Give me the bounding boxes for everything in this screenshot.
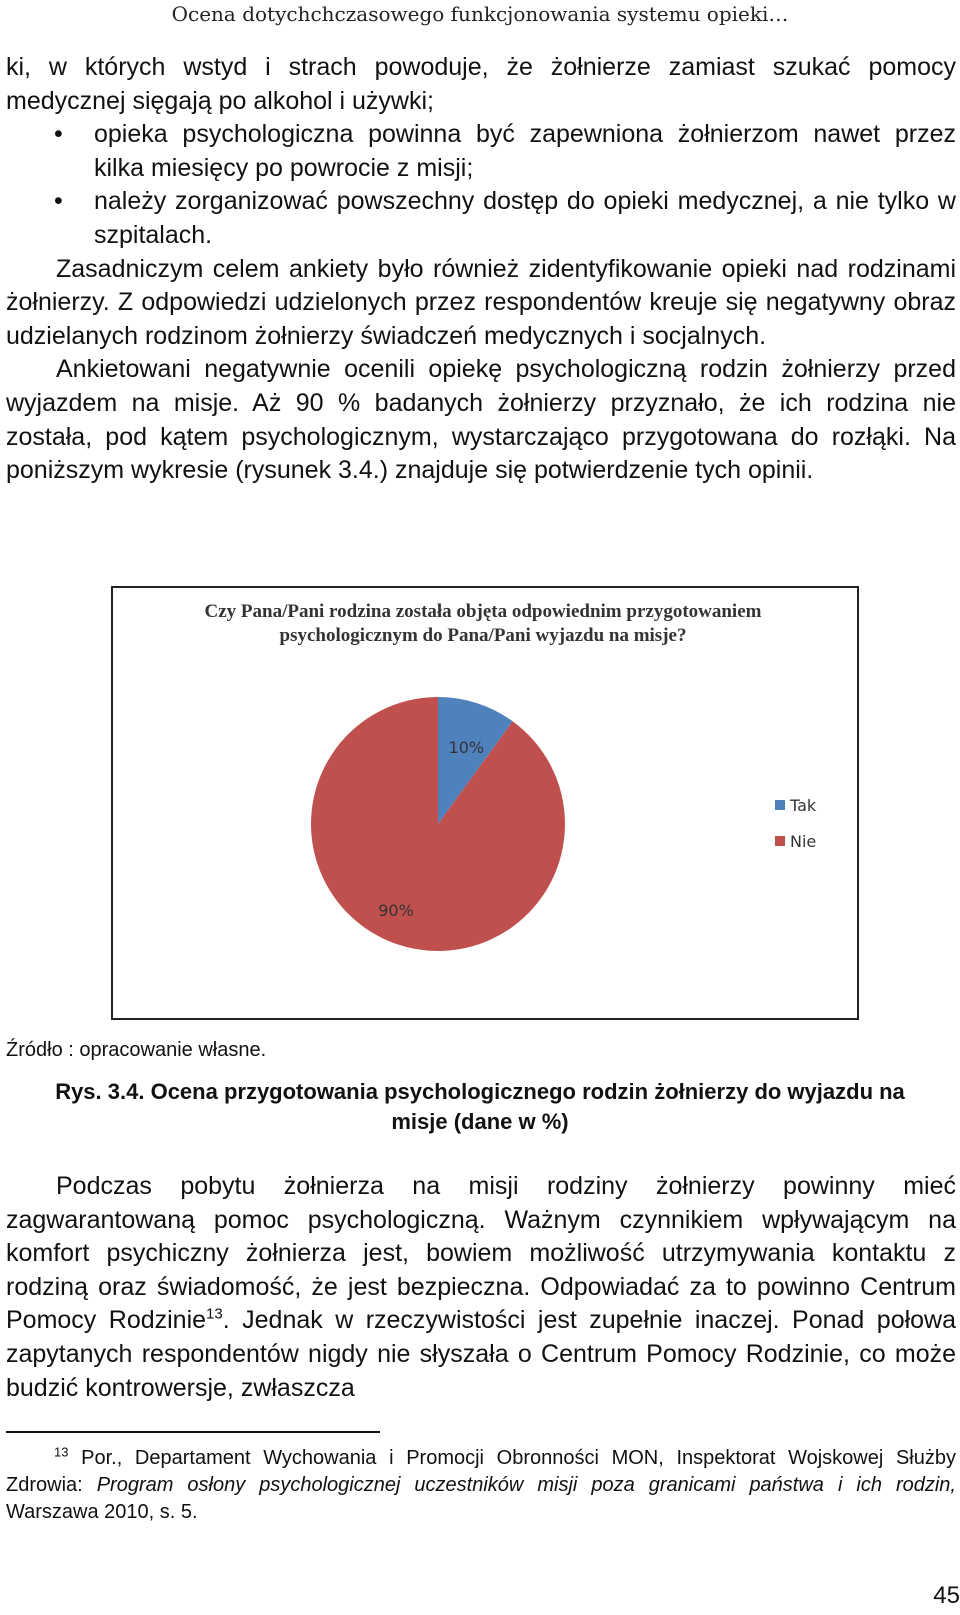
footnote-title: Program osłony psychologicznej uczestników misji poza granicami państwa i ich rodzin, — [96, 1474, 956, 1496]
paragraph-intro-continuation: ki, w których wstyd i strach powoduje, że żołnierze zamiast szukać pomocy medycznej sięgają po alkohol i używki; — [6, 53, 956, 115]
paragraph-respondents-rating: Ankietowani negatywnie ocenili opiekę psychologiczną rodzin żołnierzy przed wyjazdem na misje. Aż 90 % badanych żołnierzy przyznało, że ich rodzina nie została, pod kątem psychologicznym, wystarczająco przygotowana do rozłąki. Na poniższym wykresie (rysunek 3.4.) znajduje się potwierdzenie tych opinii. — [6, 355, 956, 485]
bullet-icon: • — [54, 120, 63, 149]
footnote-13 — [6, 1445, 956, 1526]
footnote-reference[interactable]: 13 — [206, 1306, 223, 1324]
paragraph-text-continued: . Jednak w rzeczywistości jest zupełnie inaczej. Ponad połowa zapytanych respondentów nigdy nie słyszała o Centrum Pomocy Rodzinie, co może budzić kontrowersje, zwłaszcza — [6, 1306, 957, 1402]
data-label-nie: 90% — [378, 901, 414, 920]
legend-swatch-tak — [775, 800, 785, 810]
bullet-item-2 — [6, 185, 956, 252]
bullet-item-1 — [6, 118, 956, 185]
footnote-text: Por., Departament Wychowania i Promocji Obronności MON, Inspektorat Wojskowej Służby Zdrowia: — [6, 1447, 956, 1496]
running-header: Ocena dotychchczasowego funkcjonowania systemu opieki… — [171, 2, 789, 26]
figure-caption: Rys. 3.4. Ocena przygotowania psychologicznego rodzin żołnierzy do wyjazdu na misje (dane w %) — [55, 1079, 905, 1134]
body-text-bottom — [6, 1170, 956, 1405]
source-note: Źródło : opracowanie własne. — [6, 1039, 267, 1061]
footnote-divider — [6, 1431, 380, 1433]
footnote-number: 13 — [54, 1444, 69, 1460]
legend-swatch-nie — [775, 836, 785, 846]
body-text-top — [6, 51, 956, 488]
bullet-text: opieka psychologiczna powinna być zapewniona żołnierzom nawet przez kilka miesięcy po powrocie z misji; — [94, 120, 956, 182]
chart-title: Czy Pana/Pani rodzina została objęta odpowiednim przygotowaniem psychologicznym do Pana/Pani wyjazdu na misje? — [204, 601, 762, 646]
data-label-tak: 10% — [448, 738, 485, 758]
paragraph-text: Podczas pobytu żołnierza na misji rodziny żołnierzy powinny mieć zagwarantowaną pomoc psychologiczną. Ważnym czynnikiem wpływającym na komfort psychiczny żołnierza jest, bowiem możliwość utrzymywania kontaktu z rodziną oraz świadomość, że jest bezpieczna. Odpowiadać za to powinno Centrum Pomocy Rodzinie — [6, 1172, 956, 1335]
figure-pie-chart — [111, 586, 859, 1020]
paragraph-mission-support — [6, 1170, 956, 1405]
footnote-text-end: Warszawa 2010, s. 5. — [6, 1501, 198, 1523]
bullet-icon: • — [54, 187, 63, 216]
page-number: 45 — [933, 1582, 960, 1609]
paragraph-survey-goal: Zasadniczym celem ankiety było również zidentyfikowanie opieki nad rodzinami żołnierzy. Z odpowiedzi udzielonych przez respondentów kreuje się negatywny obraz udzielanych rodzinom żołnierzy świadczeń medycznych i socjalnych. — [6, 254, 956, 350]
bullet-text: należy zorganizować powszechny dostęp do opieki medycznej, a nie tylko w szpitalach. — [94, 187, 956, 249]
legend-label-tak: Tak — [790, 796, 817, 815]
pie-slice-nie — [311, 697, 565, 951]
pie-chart — [113, 588, 857, 1018]
legend-label-nie: Nie — [790, 832, 817, 851]
